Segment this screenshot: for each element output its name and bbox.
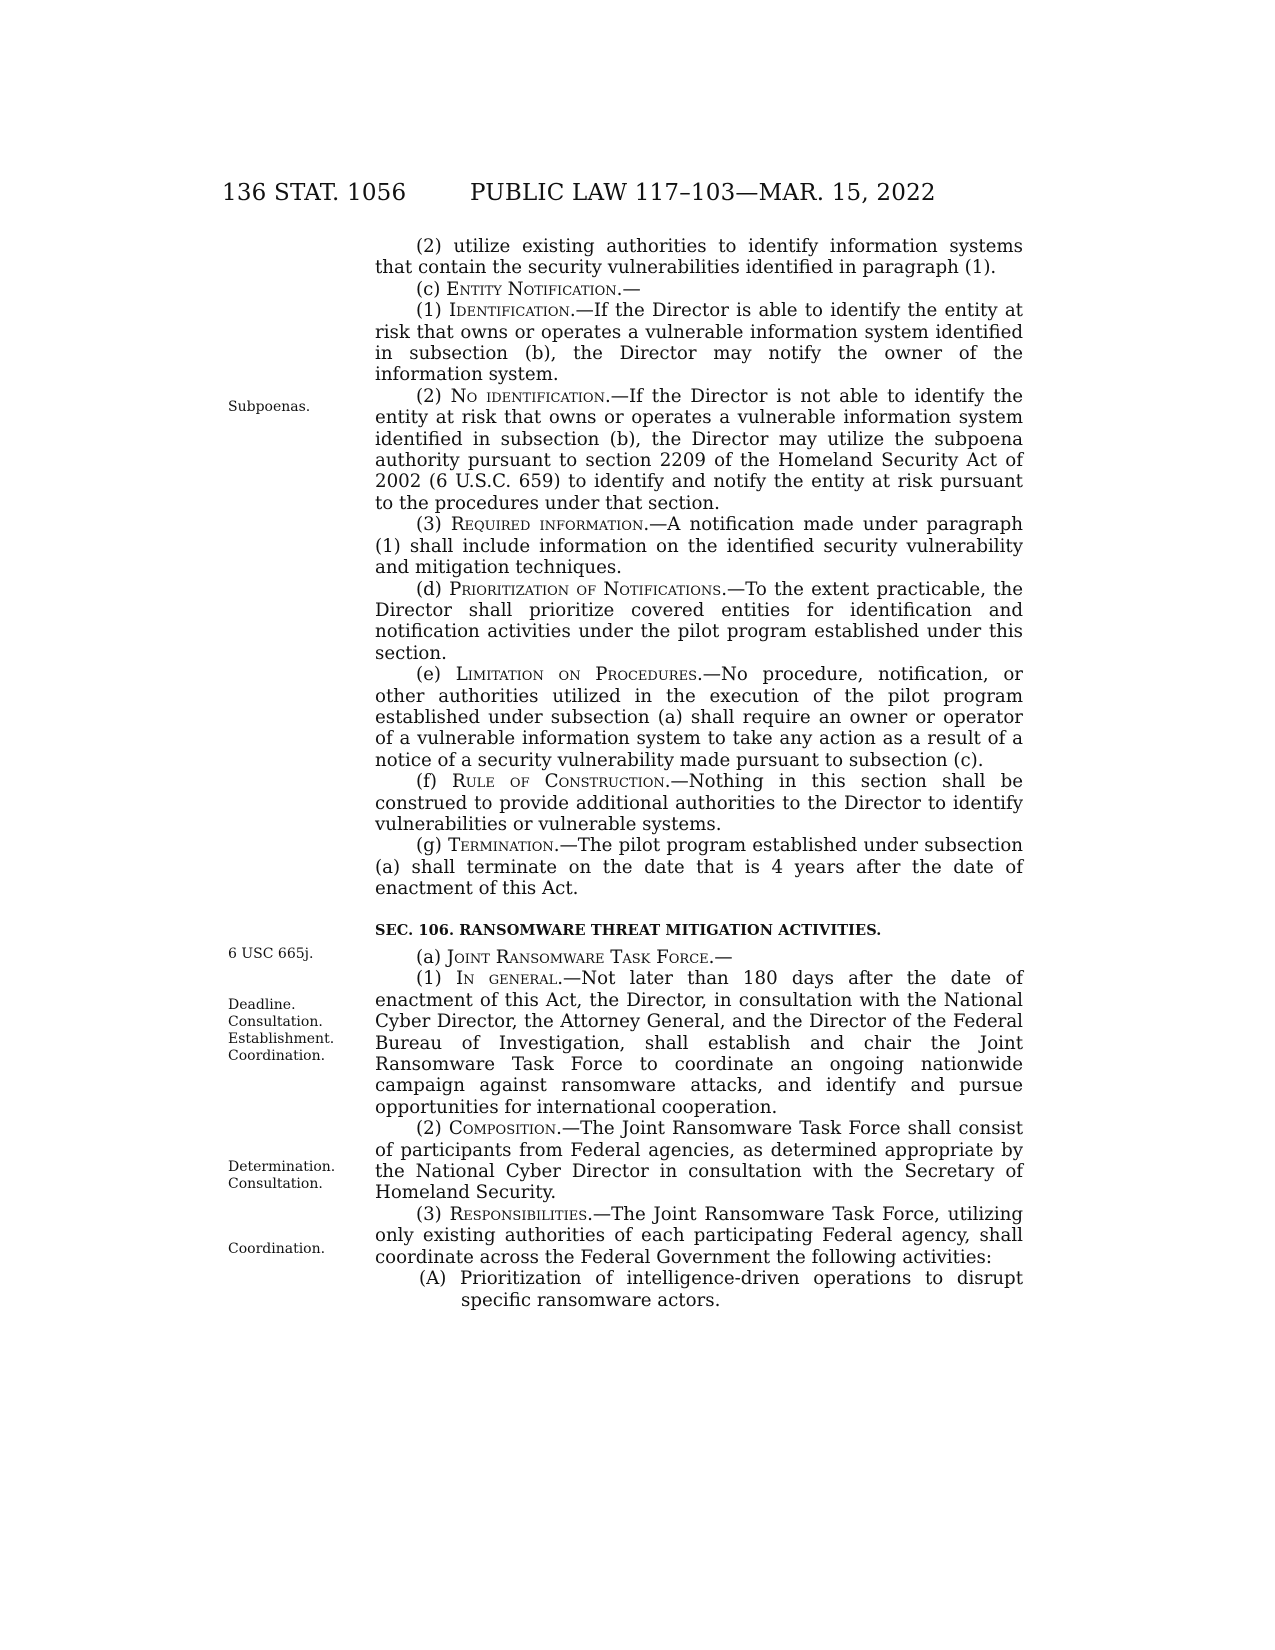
subsection-g: (g) Termination.—The pilot program established under subsection (a) shall terminate on the date that is 4 years after the date of enactment of this Act. (375, 835, 1023, 900)
subsection-d: (d) Prioritization of Notifications.—To the extent practicable, the Director shall prioritize covered entities for identification and notification activities under the pilot program established under this section. (375, 578, 1023, 664)
margin-note-group-a2: Determination. Consultation. (228, 1159, 336, 1192)
paragraph-a2: (2) Composition.—The Joint Ransomware Task Force shall consist of participants from Federal agencies, as determined appropriate by the National Cyber Director in consultation with the Secretary of Homeland Security. (375, 1118, 1023, 1204)
paragraph-c2: (2) No identification.—If the Director is not able to identify the entity at risk that owns or operates a vulnerable information system identified in subsection (b), the Director may utilize the subpoena authority pursuant to section 2209 of the Homeland Security Act of 2002 (6 U.S.C. 659) to identify and notify the entity at risk pursuant to the procedures under that section. (375, 385, 1024, 514)
page-reference: 136 STAT. 1056 (222, 180, 407, 206)
subparagraph-a3-A: (A) Prioritization of intelligence-driven operations to disrupt specific ransomware actors. (419, 1268, 1023, 1311)
subsection-e: (e) Limitation on Procedures.—No procedure, notification, or other authorities utilized in the execution of the pilot program established under subsection (a) shall require an owner or operator of a vulnerable information system to take any action as a result of a notice of a security vulnerability made pursuant to subsection (c). (375, 664, 1023, 771)
running-head-title: PUBLIC LAW 117–103—MAR. 15, 2022 (470, 180, 936, 206)
margin-note-subpoenas: Subpoenas. (228, 399, 311, 415)
margin-note-usc: 6 USC 665j. (228, 946, 314, 962)
statute-body (375, 236, 1023, 1311)
paragraph-b2: (2) utilize existing authorities to identify information systems that contain the security vulnerabilities identified in paragraph (1). (375, 236, 1023, 279)
paragraph-c1: (1) Identification.—If the Director is able to identify the entity at risk that owns or operates a vulnerable information system identified in subsection (b), the Director may notify the owner of the information system. (375, 300, 1023, 386)
subsection-c-heading: (c) Entity Notification.— (416, 278, 641, 300)
paragraph-a3: (3) Responsibilities.—The Joint Ransomware Task Force, utilizing only existing authorities of each participating Federal agency, shall coordinate across the Federal Government the following activities: (375, 1203, 1023, 1268)
margin-note-group-a3: Coordination. (228, 1241, 326, 1257)
subsection-a-heading: (a) Joint Ransomware Task Force.— (416, 947, 733, 968)
paragraph-c3: (3) Required information.—A notification made under paragraph (1) shall include information on the identified security vulnerability and mitigation techniques. (375, 514, 1023, 579)
subsection-f: (f) Rule of Construction.—Nothing in this section shall be construed to provide additional authorities to the Director to identify vulnerabilities or vulnerable systems. (375, 771, 1023, 835)
paragraph-a1: (1) In general.—Not later than 180 days after the date of enactment of this Act, the Director, in consultation with the National Cyber Director, the Attorney General, and the Director of the Federal Bureau of Investigation, shall establish and chair the Joint Ransomware Task Force to coordinate an ongoing nationwide campaign against ransomware attacks, and identify and pursue opportunities for international cooperation. (375, 968, 1024, 1118)
section-heading: SEC. 106. RANSOMWARE THREAT MITIGATION ACTIVITIES. (375, 921, 882, 939)
margin-note-group-a1: Deadline. Consultation. Establishment. Coordination. (228, 997, 335, 1064)
